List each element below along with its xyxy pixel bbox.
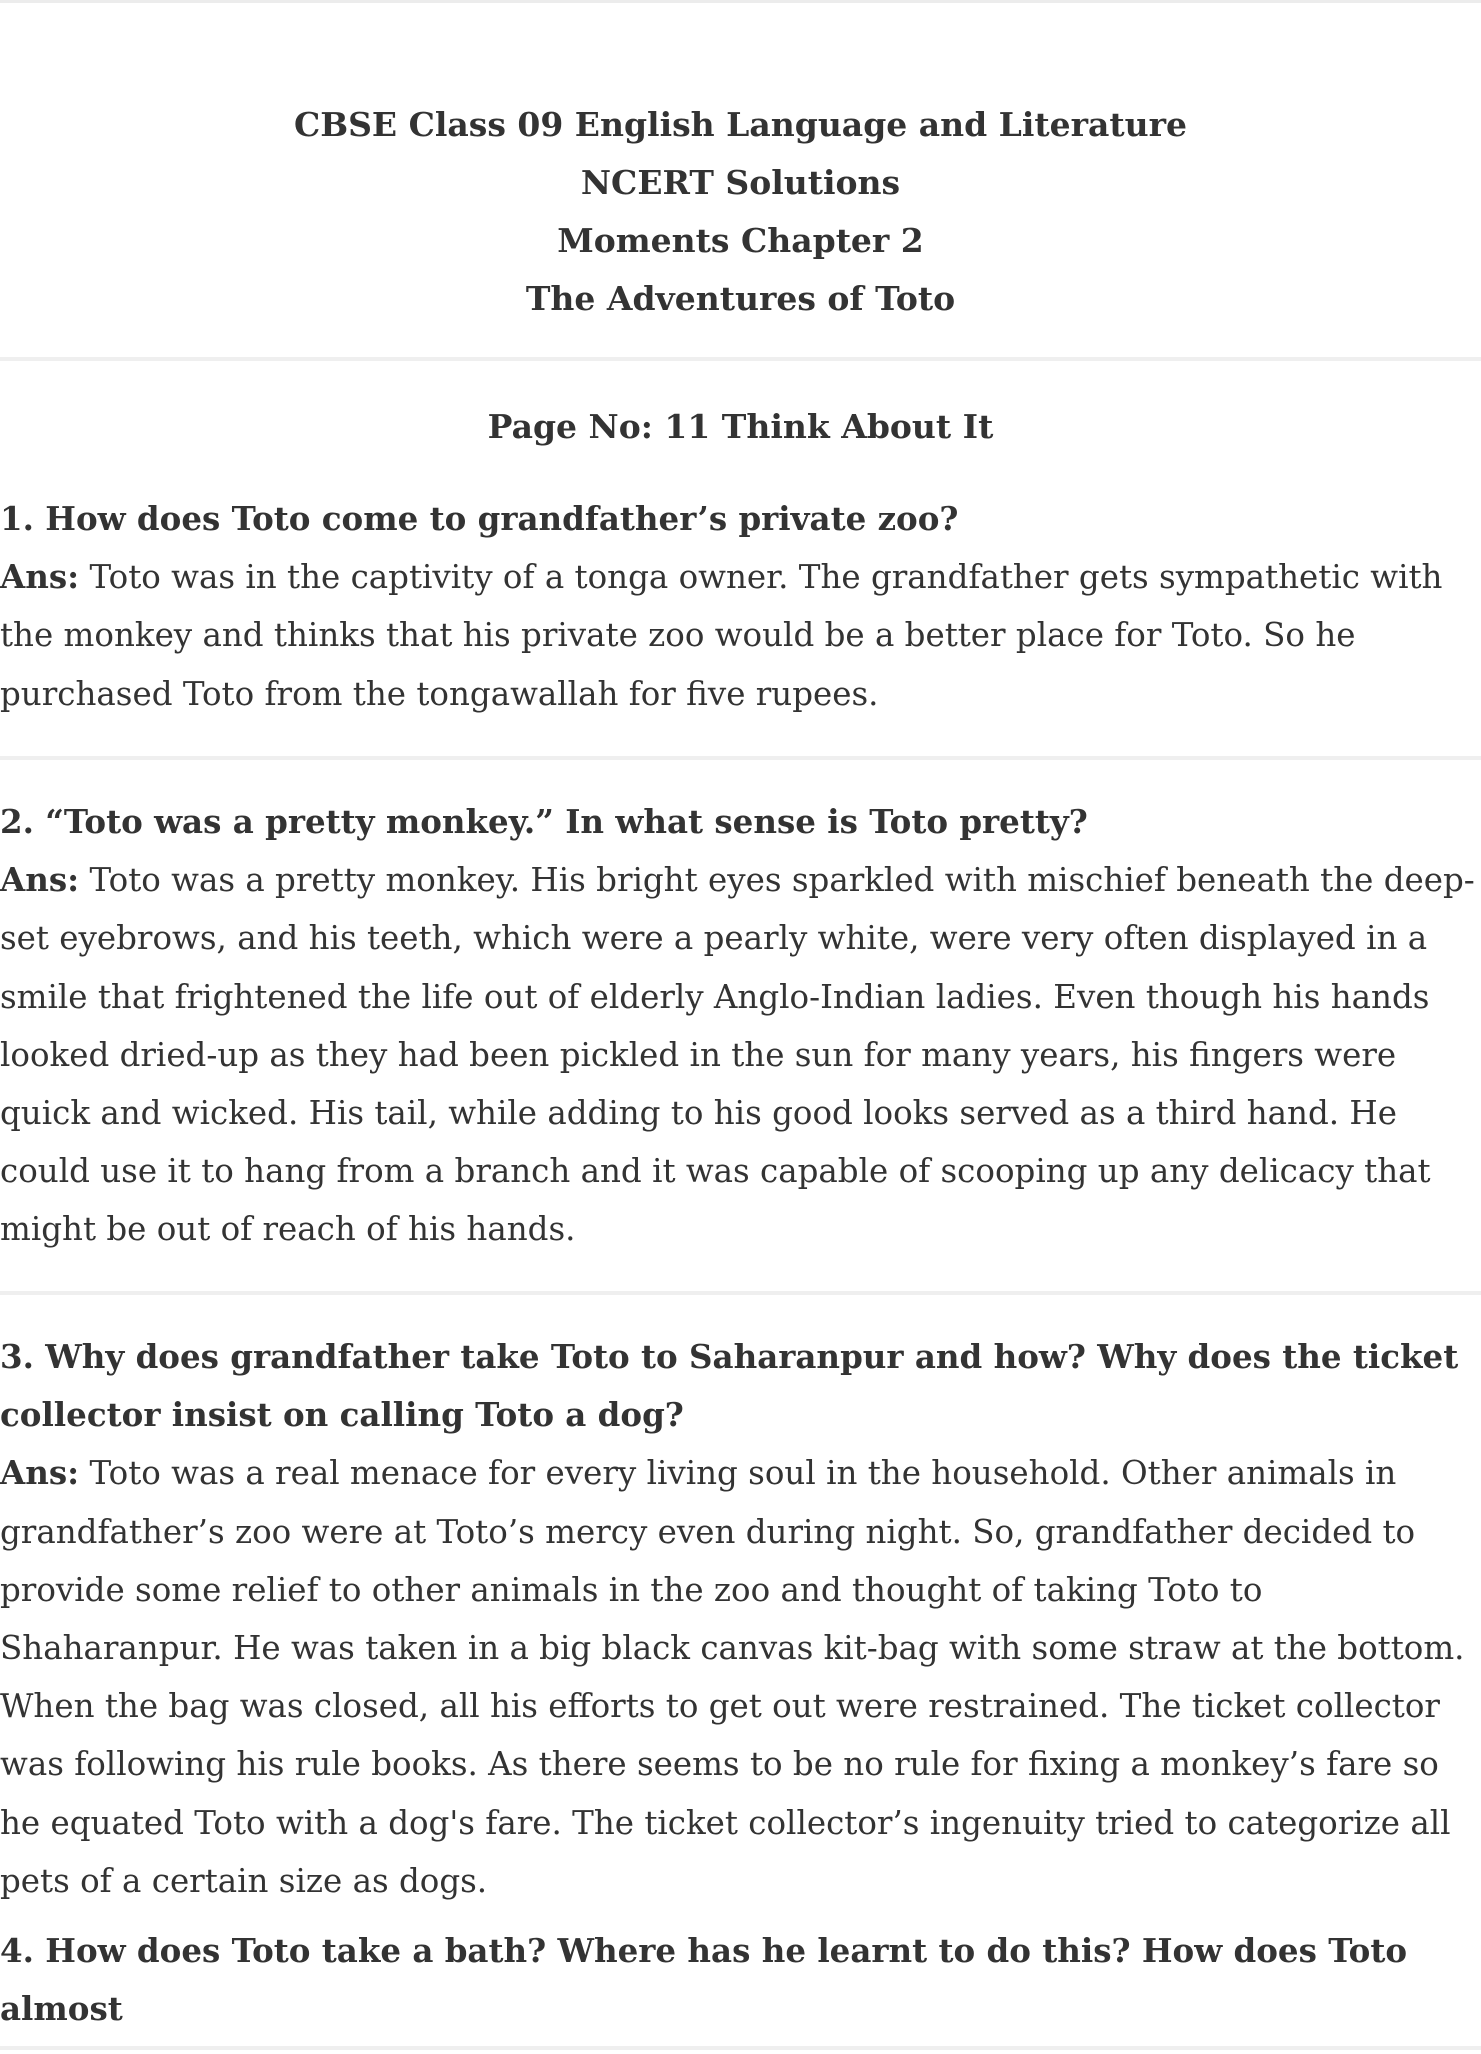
section-divider — [0, 756, 1481, 760]
question-1: 1. How does Toto come to grandfather’s private zoo? — [0, 499, 959, 538]
answer-2 — [0, 851, 1481, 1258]
qa-item-1 — [0, 490, 1481, 723]
ans-label: Ans: — [0, 1453, 80, 1493]
answer-text: Toto was a real menace for every living soul in the household. Other animals in grandfather’s zoo were at Toto’s mercy even during night. So, grandfather decided to provide some relief to other animals in the zoo and thought of taking Toto to Shaharanpur. He was taken in a big black canvas kit-bag with some straw at the bottom. When the bag was closed, all his efforts to get out were restrained. The ticket collector was following his rule books. As there seems to be no rule for fixing a monkey’s fare so he equated Toto with a dog's fare. The ticket collector’s ingenuity tried to categorize all pets of a certain size as dogs. — [0, 1454, 1465, 1900]
document-header — [0, 96, 1481, 328]
question-4: 4. How does Toto take a bath? Where has he learnt to do this? How does Toto almost — [0, 1931, 1408, 2029]
header-chapter-title: Moments Chapter 2 — [557, 221, 924, 260]
header-story-title: The Adventures of Toto — [525, 279, 956, 318]
section-divider — [0, 2046, 1481, 2050]
section-divider — [0, 1291, 1481, 1295]
header-solutions-title: NCERT Solutions — [580, 163, 901, 202]
ans-label: Ans: — [0, 860, 80, 900]
qa-item-3 — [0, 1328, 1481, 1910]
section-divider — [0, 357, 1481, 361]
ans-label: Ans: — [0, 557, 80, 597]
qa-item-4 — [0, 1922, 1481, 2038]
answer-text: Toto was in the captivity of a tonga owner. The grandfather gets sympathetic with the monkey and thinks that his private zoo would be a better place for Toto. So he purchased Toto from the tongawallah for five rupees. — [0, 558, 1443, 713]
question-2: 2. “Toto was a pretty monkey.” In what sense is Toto pretty? — [0, 802, 1088, 841]
answer-3 — [0, 1444, 1481, 1910]
question-3: 3. Why does grandfather take Toto to Saharanpur and how? Why does the ticket collector insist on calling Toto a dog? — [0, 1337, 1459, 1435]
answer-1 — [0, 548, 1481, 723]
qa-item-2 — [0, 793, 1481, 1259]
answer-text: Toto was a pretty monkey. His bright eyes sparkled with mischief beneath the deep-set eyebrows, and his teeth, which were a pearly white, were very often displayed in a smile that frightened the life out of elderly Anglo-Indian ladies. Even though his hands looked dried-up as they had been pickled in the sun for many years, his fingers were quick and wicked. His tail, while adding to his good looks served as a third hand. He could use it to hang from a branch and it was capable of scooping up any delicacy that might be out of reach of his hands. — [0, 861, 1475, 1249]
page-heading: Page No: 11 Think About It — [487, 407, 994, 446]
header-board-title: CBSE Class 09 English Language and Literature — [293, 105, 1188, 144]
top-rule — [0, 0, 1481, 3]
